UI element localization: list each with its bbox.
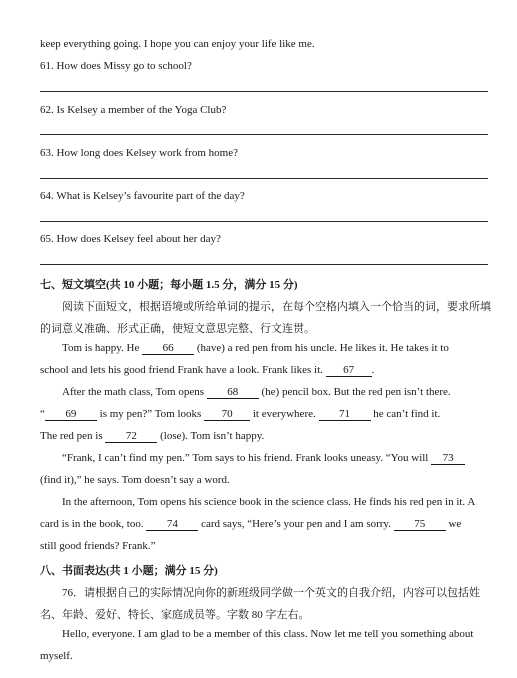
question-65	[40, 233, 221, 245]
blank-66[interactable]: 66	[142, 343, 194, 355]
question-61	[40, 60, 192, 72]
answer-line-63[interactable]	[40, 178, 488, 179]
essay-start-line-2: myself.	[40, 650, 73, 662]
intro-tail: keep everything going. I hope you can enjoy your life like me.	[40, 38, 315, 50]
answer-line-62[interactable]	[40, 134, 488, 135]
passage-line-2: school and lets his good friend Frank have a look. Frank likes it. 67 .	[40, 364, 375, 376]
question-62	[40, 104, 226, 116]
blank-72[interactable]: 72	[105, 431, 157, 443]
question-text: What is Kelsey’s favourite part of the day?	[56, 190, 245, 202]
answer-line-65[interactable]	[40, 264, 488, 265]
passage-line-1: Tom is happy. He 66 (have) a red pen from his uncle. He likes it. He takes it to	[62, 342, 449, 354]
passage-line-5: The red pen is 72 (lose). Tom isn’t happy.	[40, 430, 265, 442]
question-76-prompt-1: 76．请根据自己的实际情况向你的新班级同学做一个英文的自我介绍，内容可以包括姓	[62, 587, 480, 599]
question-76-prompt-2: 名、年龄、爱好、特长、家庭成员等。字数 80 字左右。	[40, 609, 310, 621]
blank-67[interactable]: 67	[326, 365, 372, 377]
question-text: Is Kelsey a member of the Yoga Club?	[56, 104, 227, 116]
blank-74[interactable]: 74	[146, 519, 198, 531]
question-number: 62.	[40, 104, 54, 116]
question-number: 64.	[40, 190, 54, 202]
blank-68[interactable]: 68	[207, 387, 259, 399]
blank-73[interactable]: 73	[431, 453, 465, 465]
passage-line-6: “Frank, I can’t find my pen.” Tom says to his friend. Frank looks uneasy. “You will 73	[62, 452, 465, 465]
question-64	[40, 190, 245, 202]
section-7-instruction-1: 阅读下面短文，根据语境或所给单词的提示，在每个空格内填入一个恰当的词，要求所填	[62, 301, 491, 313]
question-63	[40, 147, 238, 159]
passage-line-8: In the afternoon, Tom opens his science book in the science class. He finds his red pen in it. A	[62, 496, 476, 508]
passage-line-3: After the math class, Tom opens 68 (he) pencil box. But the red pen isn’t there.	[62, 386, 451, 398]
essay-start-line-1: Hello, everyone. I am glad to be a member of this class. Now let me tell you something about	[62, 628, 474, 640]
passage-line-9: card is in the book, too. 74 card says, “Here’s your pen and I am sorry. 75 we	[40, 518, 462, 530]
answer-line-61[interactable]	[40, 91, 488, 92]
blank-69[interactable]: 69	[45, 409, 97, 421]
question-text: How does Missy go to school?	[56, 60, 192, 72]
section-7-instruction-2: 的词意义准确、形式正确，使短文意思完整、行文连贯。	[40, 323, 315, 335]
section-8-heading: 八、书面表达(共 1 小题；满分 15 分)	[40, 565, 218, 577]
question-number: 65.	[40, 233, 54, 245]
passage-line-4: “ 69 is my pen?” Tom looks 70 it everywhere. 71 he can’t find it.	[40, 408, 441, 420]
passage-line-10: still good friends? Frank.”	[40, 540, 156, 552]
answer-line-64[interactable]	[40, 221, 488, 222]
blank-71[interactable]: 71	[319, 409, 371, 421]
passage-line-7: (find it),” he says. Tom doesn’t say a word.	[40, 474, 230, 486]
section-7-heading: 七、短文填空(共 10 小题；每小题 1.5 分，满分 15 分)	[40, 279, 298, 291]
blank-70[interactable]: 70	[204, 409, 250, 421]
blank-75[interactable]: 75	[394, 519, 446, 531]
question-text: How long does Kelsey work from home?	[56, 147, 238, 159]
question-number: 61.	[40, 60, 54, 72]
question-number: 63.	[40, 147, 54, 159]
question-text: How does Kelsey feel about her day?	[56, 233, 221, 245]
